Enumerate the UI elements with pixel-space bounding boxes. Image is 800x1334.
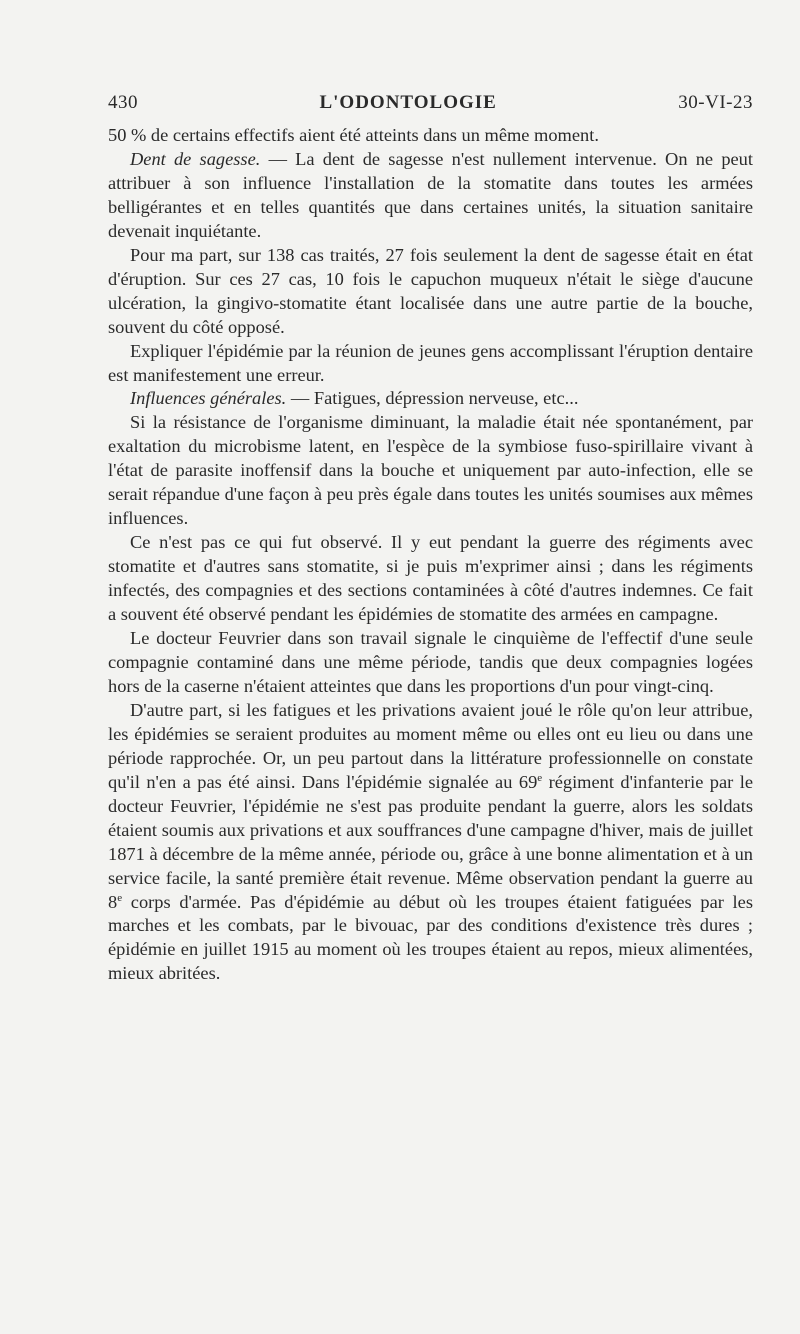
section-lead: Dent de sagesse.: [130, 148, 261, 169]
paragraph: Pour ma part, sur 138 cas traités, 27 fois seulement la dent de sagesse était en état d'éruption. Sur ces 27 cas, 10 fois le capuchon muqueux n'était le siège d'aucune ulcération, la gingivo-stomatite étant localisée dans une autre partie de la bouche, souvent du côté opposé.: [108, 244, 753, 337]
paragraph: Si la résistance de l'organisme diminuant, la maladie était née spontanément, par exaltation du microbisme latent, en l'espèce de la symbiose fuso-spirillaire vivant à l'état de parasite inoffensif dans la bouche et uniquement par auto-infection, elle se serait répandue d'une façon à peu près égale dans toutes les unités soumises aux mêmes influences.: [108, 412, 753, 529]
paragraph: Ce n'est pas ce qui fut observé. Il y eut pendant la guerre des régiments avec stomatite et d'autres sans stomatite, si je puis m'exprimer ainsi ; dans les régiments infectés, des compagnies et des sections contaminées à côté d'autres indemnes. Ce fait a souvent été observé pendant les épidémies de stomatite des armées en campagne.: [108, 532, 753, 625]
journal-title: L'ODONTOLOGIE: [319, 92, 497, 113]
paragraph: Dent de sagesse. — La dent de sagesse n'est nullement intervenue. On ne peut attribuer à son influence l'installation de la stomatite dans toutes les armées belligérantes et en telles quantités que dans certaines unités, la situation sanitaire devenait inquiétante.: [108, 148, 753, 241]
paragraph: 50 % de certains effectifs aient été atteints dans un même moment.: [108, 125, 599, 145]
body-text: [108, 124, 753, 986]
section-lead: Influences générales.: [130, 388, 287, 409]
paragraph: D'autre part, si les fatigues et les privations avaient joué le rôle qu'on leur attribue, les épidémies se seraient produites au moment même ou elles ont eu lieu ou dans une période rapprochée. Or, un peu partout dans la littérature professionnelle on constate qu'il n'en a pas été ainsi. Dans l'épidémie signalée au 69e régiment d'infanterie par le docteur Feuvrier, l'épidémie ne s'est pas produite pendant la guerre, alors les soldats étaient soumis aux privations et aux souffrances d'une campagne d'hiver, mais de juillet 1871 à décembre de la même année, période ou, grâce à une bonne alimentation et à un service facile, la santé première était revenue. Même observation pendant la guerre au 8e corps d'armée. Pas d'épidémie au début où les troupes étaient fatiguées par les marches et les combats, par le bivouac, par des conditions d'existence très dures ; épidémie en juillet 1915 au moment où les troupes étaient au repos, mieux alimentées, mieux abritées.: [108, 699, 753, 984]
paragraph: Influences générales. — Fatigues, dépression nerveuse, etc...: [130, 388, 579, 409]
paragraph: Expliquer l'épidémie par la réunion de jeunes gens accomplissant l'éruption dentaire est manifestement une erreur.: [108, 340, 753, 385]
running-header: [108, 92, 753, 124]
paragraph: Le docteur Feuvrier dans son travail signale le cinquième de l'effectif d'une seule compagnie contaminé dans une même période, tandis que deux compagnies logées hors de la caserne n'étaient atteintes que dans les proportions d'un pour vingt-cinq.: [108, 628, 753, 696]
issue-date: 30-VI-23: [678, 92, 753, 113]
page-number: 430: [108, 92, 138, 113]
document-page: [108, 92, 753, 986]
